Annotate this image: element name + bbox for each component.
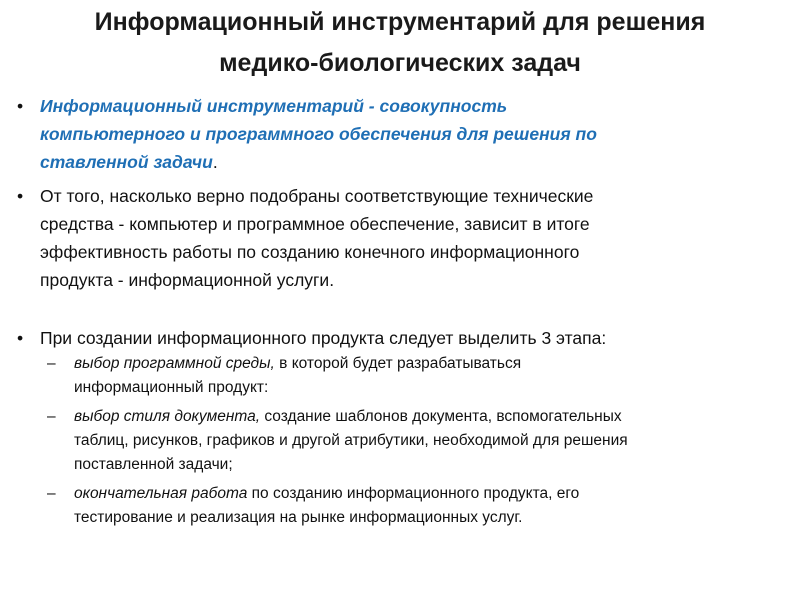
stage-2-rest: создание шаблонов документа, вспомогательных bbox=[260, 408, 622, 425]
bullet-importance bbox=[17, 182, 785, 294]
definition-period: . bbox=[212, 152, 218, 172]
definition-line-1: Информационный инструментарий - совокупность bbox=[40, 96, 508, 116]
slide-title bbox=[0, 2, 800, 84]
stage-1-rest: в которой будет разрабатываться bbox=[274, 355, 522, 372]
stages-intro: При создании информационного продукта следует выделить 3 этапа: bbox=[40, 328, 607, 348]
bullet-stages bbox=[17, 324, 785, 352]
slide-title-line-2: медико-биологических задач bbox=[219, 49, 581, 77]
bullet-marker: • bbox=[17, 328, 24, 348]
slide-body bbox=[0, 92, 800, 530]
importance-line-4: продукта - информационной услуги. bbox=[40, 270, 335, 290]
stage-3-line-2: тестирование и реализация на рынке информационных услуг. bbox=[74, 509, 523, 526]
stage-2-italic: выбор стиля документа, bbox=[74, 408, 261, 425]
slide-title-line-1: Информационный инструментарий для решения bbox=[94, 8, 706, 36]
bullet-marker: • bbox=[17, 186, 24, 206]
subitem-stage-1 bbox=[47, 352, 794, 400]
stage-3-italic: окончательная работа bbox=[74, 485, 248, 502]
importance-line-2: средства - компьютер и программное обеспечение, зависит в итоге bbox=[40, 214, 590, 234]
stage-2-line-3: поставленной задачи; bbox=[74, 456, 233, 473]
stage-1-italic: выбор программной среды, bbox=[74, 355, 275, 372]
dash-marker: – bbox=[47, 408, 56, 425]
definition-line-2: компьютерного и программного обеспечения для решения по bbox=[40, 124, 597, 144]
definition-line-3: ставленной задачи bbox=[40, 152, 213, 172]
importance-line-3: эффективность работы по созданию конечного информационного bbox=[40, 242, 580, 262]
bullet-marker: • bbox=[17, 96, 24, 116]
stage-3-rest: по созданию информационного продукта, его bbox=[247, 485, 580, 502]
stage-2-line-2: таблиц, рисунков, графиков и другой атрибутики, необходимой для решения bbox=[74, 432, 628, 449]
stage-1-line-2: информационный продукт: bbox=[74, 379, 269, 396]
bullet-definition bbox=[17, 92, 785, 176]
subitem-stage-2 bbox=[47, 405, 794, 477]
subitem-stage-3 bbox=[47, 482, 794, 530]
dash-marker: – bbox=[47, 485, 56, 502]
importance-line-1: От того, насколько верно подобраны соответствующие технические bbox=[40, 186, 594, 206]
dash-marker: – bbox=[47, 355, 56, 372]
